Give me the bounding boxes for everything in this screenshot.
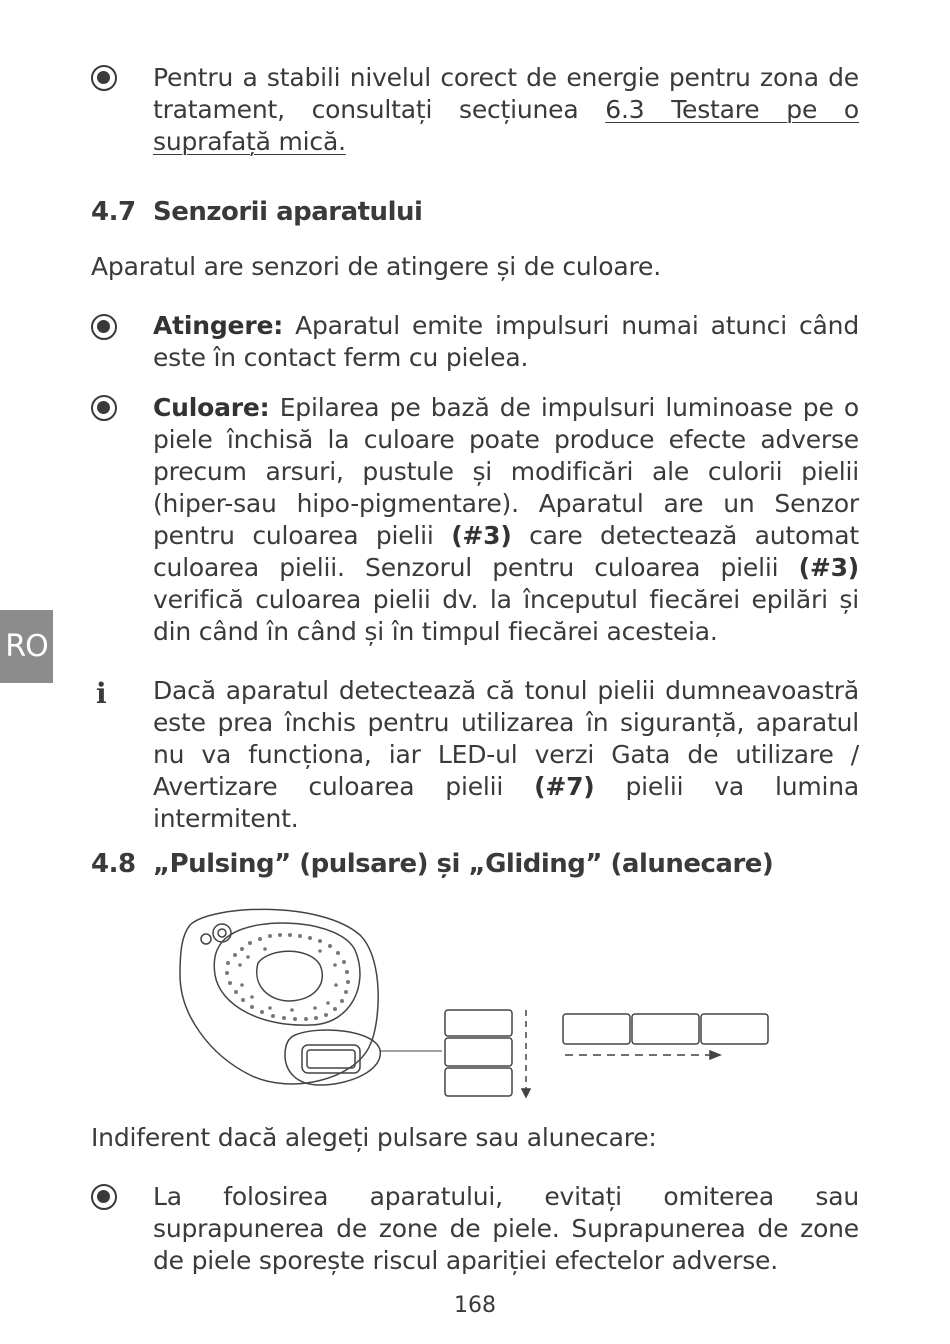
color-text-a: Epilarea pe bază de impulsuri luminoase pe o piele închisă la culoare poate produce efecte adverse precum arsuri, pustule și modificări ale culorii pielii (hiper-sau hipo-pigmentare). Aparatul are un Senzor pentru culoarea pielii — [153, 393, 859, 550]
sensors-intro: Aparatul are senzori de atingere și de culoare. — [91, 252, 661, 281]
section-6-3-link[interactable]: 6.3 Testare pe o suprafață mică. — [153, 95, 860, 156]
section-4-8-heading — [91, 849, 773, 879]
bullet-icon — [91, 395, 117, 421]
color-sensor-paragraph — [153, 392, 859, 648]
info-icon: i — [96, 677, 107, 710]
gliding-diagram — [563, 1014, 768, 1059]
info-text-a: Dacă aparatul detectează că tonul pielii dumneavoastră este prea închis pentru utilizarea în siguranță, aparatul nu va funcționa, iar LED-ul verzi Gata de utilizare / Avertizare culoarea pielii — [153, 676, 859, 801]
pulsing-gliding-intro: Indiferent dacă alegeți pulsare sau alunecare: — [91, 1123, 657, 1152]
section-4-7-number: 4.7 — [91, 197, 136, 227]
page-number: 168 — [454, 1293, 496, 1318]
info-text-b: pielii va lumina intermitent. — [153, 772, 860, 833]
section-4-8-title: „Pulsing” (pulsare) și „Gliding” (alunecare) — [153, 849, 774, 879]
section-4-7-heading — [91, 197, 422, 227]
section-4-7-title: Senzorii aparatului — [153, 197, 423, 227]
color-label: Culoare: — [153, 393, 270, 422]
ref-7: (#7) — [534, 772, 595, 801]
energy-level-paragraph — [153, 62, 859, 158]
language-tab: RO — [0, 610, 53, 683]
touch-sensor-paragraph — [153, 310, 859, 374]
pulsing-diagram — [445, 1010, 530, 1097]
info-paragraph — [153, 675, 859, 835]
section-4-8-number: 4.8 — [91, 849, 136, 879]
device-illustration — [180, 909, 442, 1085]
pulsing-gliding-illustration — [170, 905, 780, 1105]
color-text-c: verifică culoarea pielii dv. la începutul fiecărei epilări și din când în când și în timpul fiecărei acesteia. — [153, 585, 859, 646]
energy-level-text: Pentru a stabili nivelul corect de energie pentru zona de tratament, consultați secțiunea — [153, 63, 859, 124]
ref-3: (#3) — [451, 521, 512, 550]
touch-text: Aparatul emite impulsuri numai atunci când este în contact ferm cu pielea. — [153, 311, 859, 372]
ref-3: (#3) — [798, 553, 859, 582]
bullet-icon — [91, 65, 117, 91]
bullet-icon — [91, 314, 117, 340]
color-text-b: care detectează automat culoarea pielii. Senzorul pentru culoarea pielii — [153, 521, 860, 582]
bullet-icon — [91, 1184, 117, 1210]
touch-label: Atingere: — [153, 311, 283, 340]
overlap-warning-paragraph: La folosirea aparatului, evitați omiterea sau suprapunerea de zone de piele. Suprapunerea de zone de piele sporește riscul apariției efectelor adverse. — [153, 1182, 859, 1275]
